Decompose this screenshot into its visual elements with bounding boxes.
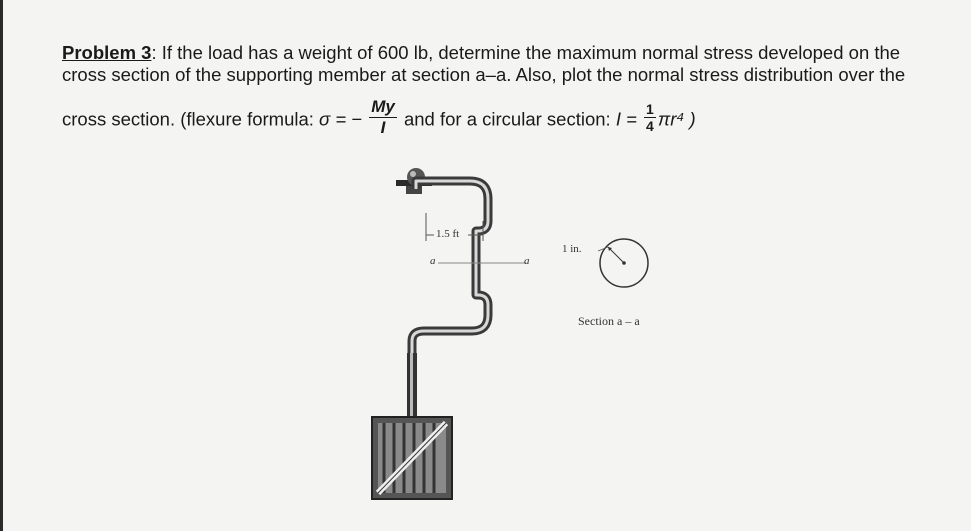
flexure-denominator: I <box>380 118 386 137</box>
sigma-equals: σ = − <box>319 108 363 130</box>
section-mark-left: a <box>430 255 436 267</box>
problem-line-1 <box>62 42 967 64</box>
problem-line-1-text: : If the load has a weight of 600 lb, determine the maximum normal stress developed on the <box>151 42 901 63</box>
flexure-fraction <box>369 97 397 138</box>
line-3-prefix: cross section. (flexure formula: <box>62 108 320 130</box>
circular-text: and for a circular section: <box>403 108 616 130</box>
problem-statement <box>62 42 967 86</box>
support-figure <box>350 165 710 525</box>
section-caption: Section a – a <box>578 314 640 328</box>
problem-line-2: cross section of the supporting member at section a–a. Also, plot the normal stress distribution over the <box>62 64 906 85</box>
inertia-equals: I = <box>615 108 637 130</box>
cross-section-circle <box>598 239 648 287</box>
section-mark-right: a <box>524 255 530 267</box>
quarter-numerator: 1 <box>646 101 654 117</box>
radius-label: 1 in. <box>562 243 582 255</box>
quarter-denominator: 4 <box>646 118 654 134</box>
crate-load <box>372 417 452 499</box>
problem-label: Problem 3 <box>62 42 152 63</box>
pi-r-fourth: πr⁴ ) <box>657 108 696 130</box>
dimension-label: 1.5 ft <box>436 228 460 240</box>
problem-line-3 <box>62 97 696 150</box>
page-edge <box>0 0 3 531</box>
flexure-numerator: My <box>371 97 395 116</box>
quarter-fraction <box>644 101 656 134</box>
